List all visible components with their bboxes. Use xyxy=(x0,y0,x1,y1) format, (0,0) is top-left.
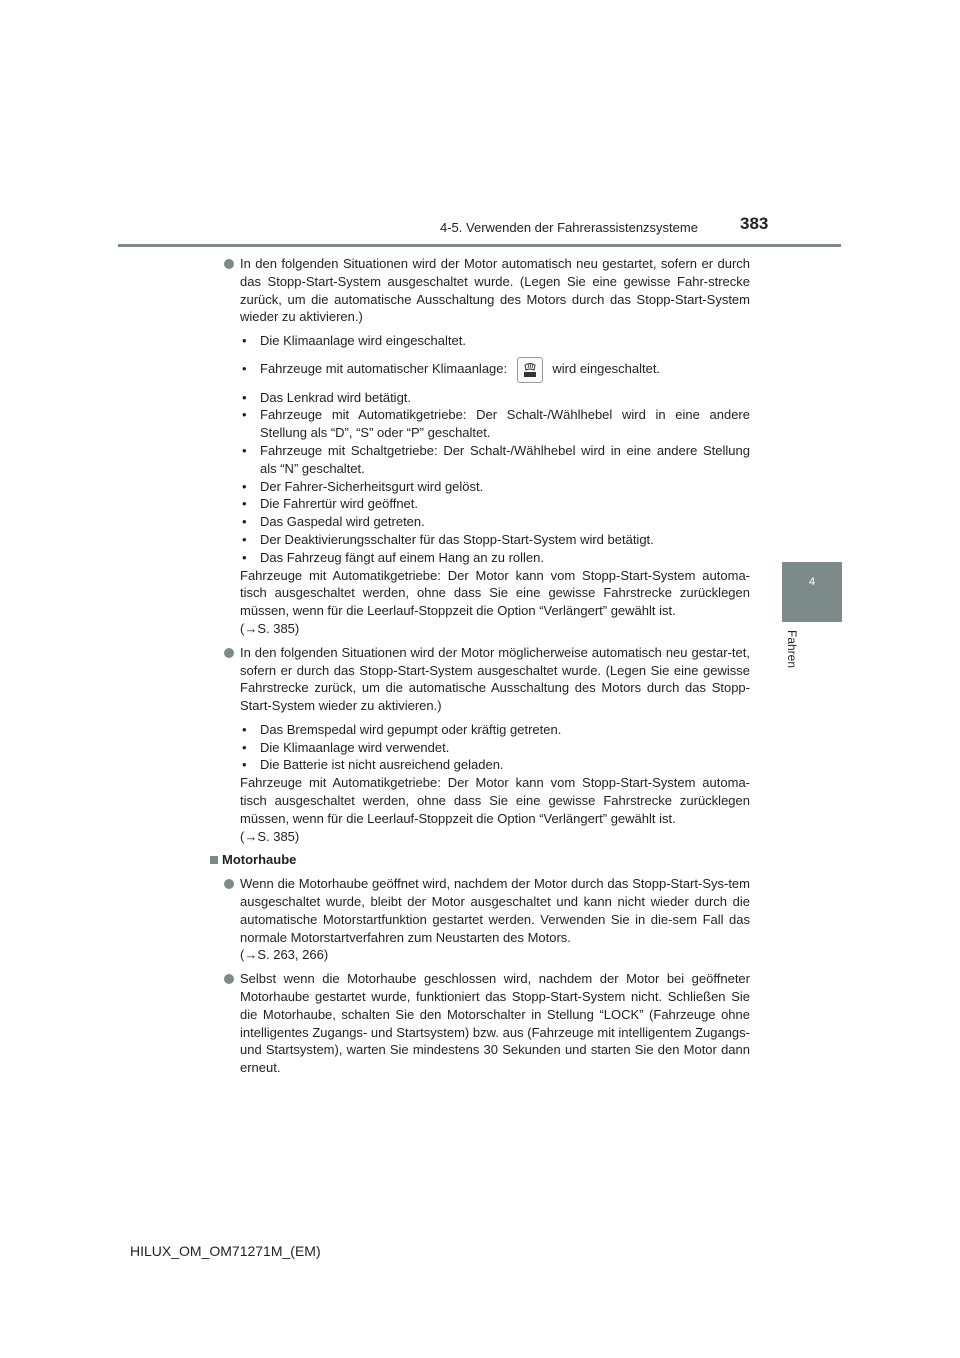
bullet-paragraph xyxy=(222,970,750,1077)
bullet-paragraph xyxy=(222,644,750,715)
list-item xyxy=(240,721,750,739)
list-item-text: wird eingeschaltet. xyxy=(552,360,661,376)
list-item xyxy=(240,495,750,513)
bullet-dot-icon xyxy=(224,648,234,658)
note-text: Fahrzeuge mit Automatikgetriebe: Der Motor kann vom Stopp-Start-System automa-tisch ausgeschaltet werden, ohne dass Sie eine gewisse Fahrstrecke zurücklegen müssen, wenn für die Leerlauf-Stoppzeit die Option “Verlängert” gewählt ist. xyxy=(240,775,750,826)
bullet-dot-icon xyxy=(224,879,234,889)
list-item-text: Das Fahrzeug fängt auf einem Hang an zu rollen. xyxy=(260,549,545,565)
list-item xyxy=(240,356,750,383)
header-divider xyxy=(118,244,841,247)
list-item xyxy=(240,531,750,549)
list-marker: • xyxy=(242,407,247,423)
bullet-paragraph xyxy=(222,255,750,326)
page-reference[interactable]: (→S. 385) xyxy=(240,828,300,844)
list-item xyxy=(240,478,750,496)
list-item-text: Der Fahrer-Sicherheitsgurt wird gelöst. xyxy=(260,478,484,494)
list-item xyxy=(240,739,750,757)
list-item-text: Das Gaspedal wird getreten. xyxy=(260,514,425,530)
list-item-text: Der Deaktivierungsschalter für das Stopp-Start-System wird betätigt. xyxy=(260,531,654,547)
list-item xyxy=(240,332,750,350)
list-item-text: Fahrzeuge mit Automatikgetriebe: Der Schalt-/Wählhebel wird in eine andere Stellung als “D”, “S” oder “P” geschaltet. xyxy=(260,407,750,441)
chapter-tab[interactable] xyxy=(782,562,842,622)
list-item xyxy=(240,756,750,774)
list-item-text: Fahrzeuge mit automatischer Klimaanlage: xyxy=(260,360,508,376)
bullet-text: Selbst wenn die Motorhaube geschlossen wird, nachdem der Motor bei geöffneter Motorhaube gestartet wurde, funktioniert das Stopp-Start-System nicht. Schließen Sie die Motorhaube, schalten Sie den Motorschalter in Stellung “LOCK” (Fahrzeuge ohne intelligentes Zugangs- und Startsystem) bzw. aus (Fahrzeuge mit intelligentem Zugangs- und Startsystem), warten Sie mindestens 30 Sekunden und starten Sie den Motor dann erneut. xyxy=(240,971,750,1076)
section-heading-text: Motorhaube xyxy=(222,852,297,868)
section-heading xyxy=(210,851,750,869)
page-reference[interactable]: (→S. 385) xyxy=(240,620,300,636)
list-marker: • xyxy=(242,496,247,512)
bullet-text: Wenn die Motorhaube geöffnet wird, nachdem der Motor durch das Stopp-Start-Sys-tem ausgeschaltet wurde, bleibt der Motor ausgeschaltet und kann nicht wieder durch die automatische Motorstartfunktion gestartet werden. Verwenden Sie in die-sem Fall das normale Motorstartverfahren zum Neustarten des Motors. xyxy=(240,876,750,945)
list-marker: • xyxy=(242,721,247,737)
section-title: 4-5. Verwenden der Fahrerassistenzsysteme xyxy=(440,220,698,235)
list-item-text: Die Batterie ist nicht ausreichend geladen. xyxy=(260,757,504,773)
list-marker: • xyxy=(242,531,247,547)
front-defroster-icon xyxy=(521,361,539,379)
list-marker: • xyxy=(242,757,247,773)
list-marker: • xyxy=(242,514,247,530)
list-item xyxy=(240,549,750,567)
list-item xyxy=(240,513,750,531)
chapter-label xyxy=(786,630,802,690)
list-item xyxy=(240,389,750,407)
list-marker: • xyxy=(242,478,247,494)
bullet-text: In den folgenden Situationen wird der Motor automatisch neu gestartet, sofern er durch das Stopp-Start-System ausgeschaltet wurde. (Legen Sie eine gewisse Fahr-strecke zurück, um die automatische Ausschaltung des Motors durch das Stopp-Start-System wieder zu aktivieren.) xyxy=(240,256,750,325)
document-code: HILUX_OM_OM71271M_(EM) xyxy=(130,1243,321,1259)
bullet-dot-icon xyxy=(224,974,234,984)
chapter-tab-number: 4 xyxy=(808,576,816,588)
list-item xyxy=(240,442,750,478)
list-item-text: Die Klimaanlage wird eingeschaltet. xyxy=(260,333,466,349)
page-content xyxy=(222,255,750,1083)
list-marker: • xyxy=(242,389,247,405)
list-marker: • xyxy=(242,739,247,755)
bullet-dot-icon xyxy=(224,259,234,269)
sub-list xyxy=(240,721,750,846)
list-marker: • xyxy=(242,442,247,458)
list-marker: • xyxy=(242,360,247,376)
sub-list xyxy=(240,332,750,638)
list-item-text: Das Bremspedal wird gepumpt oder kräftig getreten. xyxy=(260,721,562,737)
note-text: Fahrzeuge mit Automatikgetriebe: Der Motor kann vom Stopp-Start-System automa-tisch ausgeschaltet werden, ohne dass Sie eine gewisse Fahrstrecke zurücklegen müssen, wenn für die Leerlauf-Stoppzeit die Option “Verlängert” gewählt ist. xyxy=(240,567,750,619)
bullet-text: In den folgenden Situationen wird der Motor möglicherweise automatisch neu gestar-tet, sofern er durch das Stopp-Start-System ausgeschaltet wurde. (Legen Sie eine gewisse Fahrstrecke zurück, um die automatische Ausschaltung des Motors durch das Stopp-Start-System wieder zu aktivieren.) xyxy=(240,644,750,714)
heading-square-icon xyxy=(210,856,218,864)
list-item xyxy=(240,406,750,442)
page-reference[interactable]: (→S. 263, 266) xyxy=(240,947,329,963)
chapter-label-text: Fahren xyxy=(785,630,799,669)
list-item-text: Das Lenkrad wird betätigt. xyxy=(260,389,412,405)
list-marker: • xyxy=(242,549,247,565)
list-marker: • xyxy=(242,333,247,349)
bullet-paragraph xyxy=(222,875,750,964)
page-number: 383 xyxy=(740,214,769,233)
list-item-text: Die Fahrertür wird geöffnet. xyxy=(260,496,418,512)
list-item-text: Fahrzeuge mit Schaltgetriebe: Der Schalt-/Wählhebel wird in eine andere Stellung als “N” geschaltet. xyxy=(260,442,750,476)
list-item-text: Die Klimaanlage wird verwendet. xyxy=(260,739,450,755)
front-defroster-button xyxy=(517,357,543,383)
